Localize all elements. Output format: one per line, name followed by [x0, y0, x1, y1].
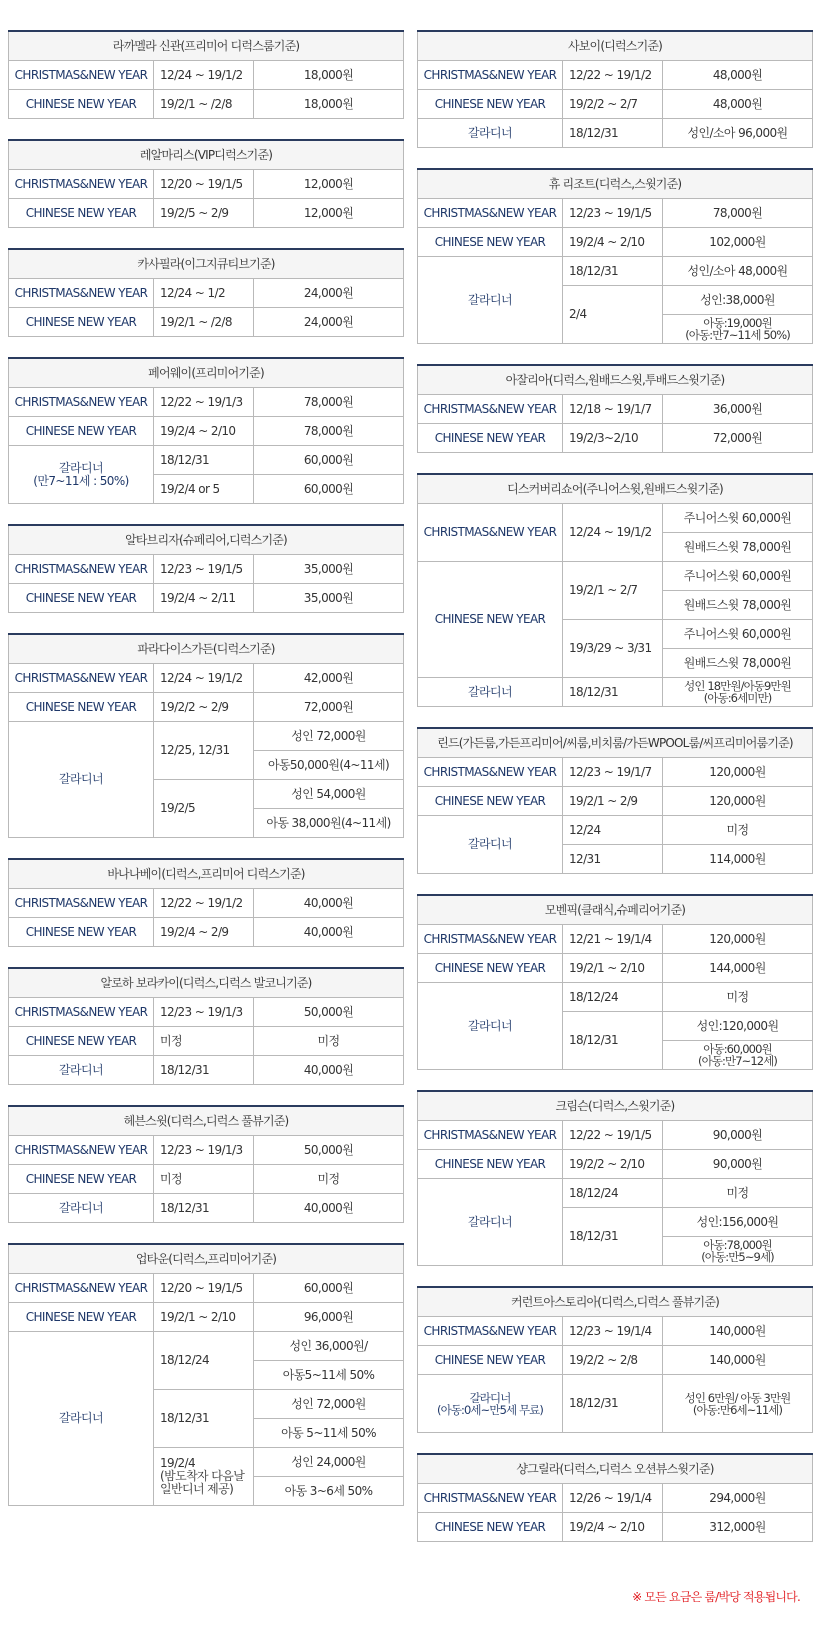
- hotel-name: 파라다이스가든(디럭스기준): [9, 634, 404, 664]
- table-row: [418, 228, 813, 257]
- table-row: [418, 1150, 813, 1179]
- date-cell: 12/31: [563, 845, 663, 874]
- date-cell: 12/23 ~ 19/1/4: [563, 1317, 663, 1346]
- table-row: [9, 722, 404, 751]
- period-cell: 갈라디너: [9, 1332, 154, 1506]
- period-cell: CHINESE NEW YEAR: [418, 1346, 563, 1375]
- date-cell: 19/2/4 ~ 2/10: [563, 1513, 663, 1542]
- price-cell: 성인 36,000원/: [254, 1332, 404, 1361]
- price-cell: 78,000원: [254, 417, 404, 446]
- table-row: [418, 1375, 813, 1433]
- table-row: [9, 555, 404, 584]
- price-cell: 아동 5~11세 50%: [254, 1419, 404, 1448]
- period-cell: CHRISTMAS&NEW YEAR: [9, 170, 154, 199]
- period-cell: CHINESE NEW YEAR: [9, 199, 154, 228]
- price-cell: 120,000원: [663, 787, 813, 816]
- table-row: [9, 199, 404, 228]
- table-row: [9, 308, 404, 337]
- table-row: [418, 954, 813, 983]
- price-cell: 120,000원: [663, 758, 813, 787]
- table-row: [9, 918, 404, 947]
- date-cell: 12/20 ~ 19/1/5: [154, 170, 254, 199]
- price-cell: 40,000원: [254, 918, 404, 947]
- hotel-table: [417, 1090, 813, 1266]
- price-cell: 아동 3~6세 50%: [254, 1477, 404, 1506]
- date-cell: 12/23 ~ 19/1/5: [563, 199, 663, 228]
- hotel-header-row: [9, 859, 404, 889]
- hotel-header-row: [418, 169, 813, 199]
- period-cell: 갈라디너: [418, 816, 563, 874]
- period-cell: CHRISTMAS&NEW YEAR: [418, 758, 563, 787]
- hotel-table: [8, 1243, 404, 1506]
- period-cell: 갈라디너 (만7~11세 : 50%): [9, 446, 154, 504]
- period-cell: CHRISTMAS&NEW YEAR: [9, 1136, 154, 1165]
- period-cell: 갈라디너: [9, 722, 154, 838]
- price-cell: 18,000원: [254, 61, 404, 90]
- price-cell: 성인 18만원/아동9만원 (아동:6세미만): [663, 678, 813, 707]
- price-cell: 성인:156,000원: [663, 1208, 813, 1237]
- hotel-name: 휴 리조트(디럭스,스윗기준): [418, 169, 813, 199]
- period-cell: CHRISTMAS&NEW YEAR: [9, 555, 154, 584]
- price-cell: 주니어스윗 60,000원: [663, 504, 813, 533]
- period-cell: CHRISTMAS&NEW YEAR: [9, 1274, 154, 1303]
- table-row: [418, 1513, 813, 1542]
- price-cell: 96,000원: [254, 1303, 404, 1332]
- period-cell: 갈라디너: [9, 1056, 154, 1085]
- price-cell: 36,000원: [663, 395, 813, 424]
- price-cell: 원배드스윗 78,000원: [663, 649, 813, 678]
- period-cell: CHINESE NEW YEAR: [9, 693, 154, 722]
- hotel-name: 린드(가든룸,가든프리미어/씨룸,비치룸/가든WPOOL룸/씨프리미어룸기준): [418, 728, 813, 758]
- date-cell: 19/2/2 ~ 2/7: [563, 90, 663, 119]
- date-cell: 12/24: [563, 816, 663, 845]
- date-cell: 19/2/2 ~ 2/10: [563, 1150, 663, 1179]
- price-cell: 성인 54,000원: [254, 780, 404, 809]
- date-cell: 18/12/31: [563, 257, 663, 286]
- hotel-header-row: [418, 1454, 813, 1484]
- period-cell: CHINESE NEW YEAR: [418, 1150, 563, 1179]
- hotel-table: [417, 30, 813, 148]
- date-cell: 19/2/1 ~ 2/7: [563, 562, 663, 620]
- price-cell: 12,000원: [254, 170, 404, 199]
- price-cell: 48,000원: [663, 61, 813, 90]
- date-cell: 18/12/24: [154, 1332, 254, 1390]
- table-row: [9, 889, 404, 918]
- period-cell: 갈라디너: [418, 119, 563, 148]
- price-cell: 24,000원: [254, 308, 404, 337]
- date-cell: 12/24 ~ 19/1/2: [154, 61, 254, 90]
- date-cell: 18/12/31: [563, 1208, 663, 1266]
- hotel-table: [417, 727, 813, 874]
- table-row: [418, 504, 813, 533]
- hotel-name: 크림슨(디럭스,스윗기준): [418, 1091, 813, 1121]
- table-row: [9, 584, 404, 613]
- left-column: [8, 30, 403, 1526]
- price-cell: 140,000원: [663, 1346, 813, 1375]
- date-cell: 12/23 ~ 19/1/7: [563, 758, 663, 787]
- date-cell: 19/2/1 ~ /2/8: [154, 90, 254, 119]
- period-cell: 갈라디너: [418, 1179, 563, 1266]
- price-cell: 아동50,000원(4~11세): [254, 751, 404, 780]
- footnote: ※ 모든 요금은 룸/박당 적용됩니다.: [632, 1590, 800, 1604]
- hotel-header-row: [9, 358, 404, 388]
- date-cell: 19/2/4 ~ 2/9: [154, 918, 254, 947]
- table-row: [418, 61, 813, 90]
- date-cell: 12/22 ~ 19/1/2: [563, 61, 663, 90]
- table-row: [9, 417, 404, 446]
- price-cell: 120,000원: [663, 925, 813, 954]
- date-cell: 19/2/1 ~ 2/10: [563, 954, 663, 983]
- hotel-header-row: [418, 365, 813, 395]
- table-row: [418, 758, 813, 787]
- date-cell: 18/12/31: [563, 1375, 663, 1433]
- date-cell: 12/23 ~ 19/1/3: [154, 1136, 254, 1165]
- hotel-name: 카사필라(이그지큐티브기준): [9, 249, 404, 279]
- table-row: [9, 1056, 404, 1085]
- date-cell: 12/22 ~ 19/1/3: [154, 388, 254, 417]
- date-cell: 18/12/24: [563, 1179, 663, 1208]
- period-cell: CHRISTMAS&NEW YEAR: [9, 889, 154, 918]
- period-cell: CHRISTMAS&NEW YEAR: [9, 61, 154, 90]
- price-cell: 102,000원: [663, 228, 813, 257]
- date-cell: 19/2/4 ~ 2/11: [154, 584, 254, 613]
- date-cell: 19/2/4 (밤도착자 다음날 일반디너 제공): [154, 1448, 254, 1506]
- period-cell: CHRISTMAS&NEW YEAR: [418, 199, 563, 228]
- date-cell: 19/2/5: [154, 780, 254, 838]
- date-cell: 18/12/31: [154, 1194, 254, 1223]
- date-cell: 12/26 ~ 19/1/4: [563, 1484, 663, 1513]
- hotel-name: 아잘리아(디럭스,원배드스윗,투배드스윗기준): [418, 365, 813, 395]
- date-cell: 19/2/2 ~ 2/9: [154, 693, 254, 722]
- date-cell: 12/24 ~ 1/2: [154, 279, 254, 308]
- table-row: [9, 1274, 404, 1303]
- table-row: [418, 1484, 813, 1513]
- price-cell: 35,000원: [254, 584, 404, 613]
- table-row: [9, 1165, 404, 1194]
- price-cell: 아동:78,000원 (아동:만5~9세): [663, 1237, 813, 1266]
- hotel-table: [8, 30, 404, 119]
- hotel-table: [417, 894, 813, 1070]
- price-cell: 78,000원: [663, 199, 813, 228]
- period-cell: CHINESE NEW YEAR: [9, 1303, 154, 1332]
- hotel-header-row: [9, 249, 404, 279]
- price-cell: 아동:19,000원 (아동:만7~11세 50%): [663, 315, 813, 344]
- period-cell: CHINESE NEW YEAR: [418, 228, 563, 257]
- hotel-name: 업타운(디럭스,프리미어기준): [9, 1244, 404, 1274]
- date-cell: 18/12/31: [563, 678, 663, 707]
- hotel-name: 모벤픽(클래식,슈페리어기준): [418, 895, 813, 925]
- hotel-header-row: [418, 895, 813, 925]
- period-cell: 갈라디너 (아동:0세~만5세 무료): [418, 1375, 563, 1433]
- date-cell: 19/2/4 ~ 2/10: [154, 417, 254, 446]
- table-row: [9, 388, 404, 417]
- table-row: [9, 664, 404, 693]
- period-cell: CHINESE NEW YEAR: [9, 918, 154, 947]
- table-row: [418, 90, 813, 119]
- price-cell: 60,000원: [254, 1274, 404, 1303]
- period-cell: CHINESE NEW YEAR: [418, 562, 563, 678]
- hotel-table: [417, 473, 813, 707]
- period-cell: CHINESE NEW YEAR: [9, 90, 154, 119]
- period-cell: CHINESE NEW YEAR: [9, 417, 154, 446]
- hotel-header-row: [9, 525, 404, 555]
- hotel-table: [417, 364, 813, 453]
- date-cell: 12/22 ~ 19/1/2: [154, 889, 254, 918]
- price-cell: 35,000원: [254, 555, 404, 584]
- hotel-header-row: [9, 634, 404, 664]
- table-row: [9, 170, 404, 199]
- period-cell: CHINESE NEW YEAR: [9, 1027, 154, 1056]
- price-cell: 50,000원: [254, 998, 404, 1027]
- table-row: [9, 1027, 404, 1056]
- table-row: [418, 1346, 813, 1375]
- hotel-name: 페어웨이(프리미어기준): [9, 358, 404, 388]
- period-cell: CHRISTMAS&NEW YEAR: [418, 395, 563, 424]
- hotel-table: [417, 168, 813, 344]
- date-cell: 18/12/24: [563, 983, 663, 1012]
- date-cell: 19/2/1 ~ 2/10: [154, 1303, 254, 1332]
- date-cell: 12/22 ~ 19/1/5: [563, 1121, 663, 1150]
- period-cell: CHRISTMAS&NEW YEAR: [418, 1317, 563, 1346]
- price-cell: 144,000원: [663, 954, 813, 983]
- hotel-header-row: [9, 31, 404, 61]
- hotel-header-row: [418, 1091, 813, 1121]
- price-cell: 90,000원: [663, 1121, 813, 1150]
- period-cell: CHINESE NEW YEAR: [418, 954, 563, 983]
- period-cell: CHINESE NEW YEAR: [418, 90, 563, 119]
- price-cell: 40,000원: [254, 1056, 404, 1085]
- price-cell: 미정: [254, 1027, 404, 1056]
- period-cell: CHINESE NEW YEAR: [418, 424, 563, 453]
- table-row: [9, 90, 404, 119]
- period-cell: 갈라디너: [418, 257, 563, 344]
- hotel-table: [8, 1105, 404, 1223]
- price-cell: 성인/소아 48,000원: [663, 257, 813, 286]
- price-cell: 미정: [663, 983, 813, 1012]
- date-cell: 18/12/31: [563, 1012, 663, 1070]
- price-cell: 성인 24,000원: [254, 1448, 404, 1477]
- period-cell: CHINESE NEW YEAR: [9, 308, 154, 337]
- price-cell: 아동5~11세 50%: [254, 1361, 404, 1390]
- period-cell: CHINESE NEW YEAR: [418, 1513, 563, 1542]
- price-cell: 12,000원: [254, 199, 404, 228]
- price-cell: 원배드스윗 78,000원: [663, 591, 813, 620]
- hotel-table: [8, 967, 404, 1085]
- date-cell: 18/12/31: [563, 119, 663, 148]
- table-row: [9, 1194, 404, 1223]
- hotel-table: [417, 1286, 813, 1433]
- price-cell: 성인 72,000원: [254, 1390, 404, 1419]
- right-column: [417, 30, 812, 1562]
- price-cell: 성인/소아 96,000원: [663, 119, 813, 148]
- hotel-name: 커런트아스토리아(디럭스,디럭스 풀뷰기준): [418, 1287, 813, 1317]
- table-row: [418, 1317, 813, 1346]
- price-cell: 294,000원: [663, 1484, 813, 1513]
- period-cell: CHINESE NEW YEAR: [9, 584, 154, 613]
- price-cell: 아동 38,000원(4~11세): [254, 809, 404, 838]
- hotel-name: 사보이(디럭스기준): [418, 31, 813, 61]
- table-row: [418, 1121, 813, 1150]
- period-cell: CHRISTMAS&NEW YEAR: [418, 925, 563, 954]
- date-cell: 12/24 ~ 19/1/2: [154, 664, 254, 693]
- hotel-name: 샹그릴라(디럭스,디럭스 오션뷰스윗기준): [418, 1454, 813, 1484]
- date-cell: 12/23 ~ 19/1/5: [154, 555, 254, 584]
- period-cell: 갈라디너: [9, 1194, 154, 1223]
- date-cell: 19/3/29 ~ 3/31: [563, 620, 663, 678]
- period-cell: CHRISTMAS&NEW YEAR: [418, 61, 563, 90]
- hotel-name: 알타브리자(슈페리어,디럭스기준): [9, 525, 404, 555]
- date-cell: 18/12/31: [154, 1056, 254, 1085]
- price-cell: 90,000원: [663, 1150, 813, 1179]
- date-cell: 2/4: [563, 286, 663, 344]
- hotel-header-row: [9, 1244, 404, 1274]
- hotel-table: [8, 139, 404, 228]
- hotel-header-row: [9, 140, 404, 170]
- period-cell: 갈라디너: [418, 983, 563, 1070]
- price-cell: 60,000원: [254, 446, 404, 475]
- date-cell: 19/2/3~2/10: [563, 424, 663, 453]
- date-cell: 19/2/1 ~ /2/8: [154, 308, 254, 337]
- table-row: [9, 1303, 404, 1332]
- price-cell: 아동:60,000원 (아동:만7~12세): [663, 1041, 813, 1070]
- hotel-header-row: [9, 968, 404, 998]
- period-cell: CHRISTMAS&NEW YEAR: [9, 664, 154, 693]
- price-cell: 78,000원: [254, 388, 404, 417]
- hotel-table: [417, 1453, 813, 1542]
- date-cell: 미정: [154, 1165, 254, 1194]
- price-cell: 72,000원: [663, 424, 813, 453]
- hotel-name: 알로하 보라카이(디럭스,디럭스 발코니기준): [9, 968, 404, 998]
- hotel-table: [8, 524, 404, 613]
- price-cell: 미정: [663, 1179, 813, 1208]
- date-cell: 18/12/31: [154, 446, 254, 475]
- price-cell: 주니어스윗 60,000원: [663, 620, 813, 649]
- date-cell: 12/20 ~ 19/1/5: [154, 1274, 254, 1303]
- table-row: [418, 562, 813, 591]
- date-cell: 19/2/4 or 5: [154, 475, 254, 504]
- table-row: [418, 395, 813, 424]
- table-row: [9, 61, 404, 90]
- date-cell: 미정: [154, 1027, 254, 1056]
- table-row: [418, 424, 813, 453]
- hotel-header-row: [418, 474, 813, 504]
- hotel-name: 바나나베이(디럭스,프리미어 디럭스기준): [9, 859, 404, 889]
- table-row: [9, 279, 404, 308]
- table-row: [418, 787, 813, 816]
- price-cell: 114,000원: [663, 845, 813, 874]
- hotel-name: 헤븐스윗(디럭스,디럭스 풀뷰기준): [9, 1106, 404, 1136]
- hotel-name: 라까멜라 신관(프리미어 디럭스룸기준): [9, 31, 404, 61]
- price-cell: 40,000원: [254, 889, 404, 918]
- period-cell: CHRISTMAS&NEW YEAR: [9, 388, 154, 417]
- price-cell: 성인:38,000원: [663, 286, 813, 315]
- period-cell: 갈라디너: [418, 678, 563, 707]
- hotel-table: [8, 357, 404, 504]
- price-cell: 원배드스윗 78,000원: [663, 533, 813, 562]
- hotel-table: [8, 248, 404, 337]
- price-cell: 18,000원: [254, 90, 404, 119]
- date-cell: 19/2/5 ~ 2/9: [154, 199, 254, 228]
- price-cell: 미정: [663, 816, 813, 845]
- date-cell: 18/12/31: [154, 1390, 254, 1448]
- price-cell: 성인 6만원/ 아동 3만원 (아동:만6세~11세): [663, 1375, 813, 1433]
- price-cell: 24,000원: [254, 279, 404, 308]
- price-cell: 주니어스윗 60,000원: [663, 562, 813, 591]
- date-cell: 12/23 ~ 19/1/3: [154, 998, 254, 1027]
- date-cell: 19/2/2 ~ 2/8: [563, 1346, 663, 1375]
- price-cell: 312,000원: [663, 1513, 813, 1542]
- price-cell: 60,000원: [254, 475, 404, 504]
- table-row: [418, 257, 813, 286]
- hotel-header-row: [9, 1106, 404, 1136]
- table-row: [9, 1136, 404, 1165]
- table-row: [9, 446, 404, 475]
- table-row: [9, 1332, 404, 1361]
- table-row: [9, 998, 404, 1027]
- date-cell: 12/18 ~ 19/1/7: [563, 395, 663, 424]
- price-cell: 성인:120,000원: [663, 1012, 813, 1041]
- hotel-table: [8, 858, 404, 947]
- table-row: [418, 119, 813, 148]
- table-row: [418, 1179, 813, 1208]
- period-cell: CHRISTMAS&NEW YEAR: [9, 279, 154, 308]
- hotel-header-row: [418, 728, 813, 758]
- period-cell: CHINESE NEW YEAR: [9, 1165, 154, 1194]
- date-cell: 12/21 ~ 19/1/4: [563, 925, 663, 954]
- price-cell: 40,000원: [254, 1194, 404, 1223]
- price-cell: 미정: [254, 1165, 404, 1194]
- price-cell: 72,000원: [254, 693, 404, 722]
- hotel-header-row: [418, 31, 813, 61]
- table-row: [418, 983, 813, 1012]
- price-cell: 140,000원: [663, 1317, 813, 1346]
- date-cell: 12/25, 12/31: [154, 722, 254, 780]
- period-cell: CHRISTMAS&NEW YEAR: [418, 1484, 563, 1513]
- price-cell: 50,000원: [254, 1136, 404, 1165]
- table-row: [418, 925, 813, 954]
- table-row: [418, 678, 813, 707]
- price-cell: 48,000원: [663, 90, 813, 119]
- price-cell: 42,000원: [254, 664, 404, 693]
- hotel-header-row: [418, 1287, 813, 1317]
- hotel-name: 디스커버리쇼어(주니어스윗,원배드스윗기준): [418, 474, 813, 504]
- period-cell: CHRISTMAS&NEW YEAR: [9, 998, 154, 1027]
- period-cell: CHRISTMAS&NEW YEAR: [418, 1121, 563, 1150]
- date-cell: 19/2/1 ~ 2/9: [563, 787, 663, 816]
- table-row: [9, 693, 404, 722]
- period-cell: CHINESE NEW YEAR: [418, 787, 563, 816]
- table-row: [418, 816, 813, 845]
- table-row: [418, 199, 813, 228]
- date-cell: 19/2/4 ~ 2/10: [563, 228, 663, 257]
- period-cell: CHRISTMAS&NEW YEAR: [418, 504, 563, 562]
- hotel-name: 레알마리스(VIP디럭스기준): [9, 140, 404, 170]
- hotel-table: [8, 633, 404, 838]
- price-cell: 성인 72,000원: [254, 722, 404, 751]
- date-cell: 12/24 ~ 19/1/2: [563, 504, 663, 562]
